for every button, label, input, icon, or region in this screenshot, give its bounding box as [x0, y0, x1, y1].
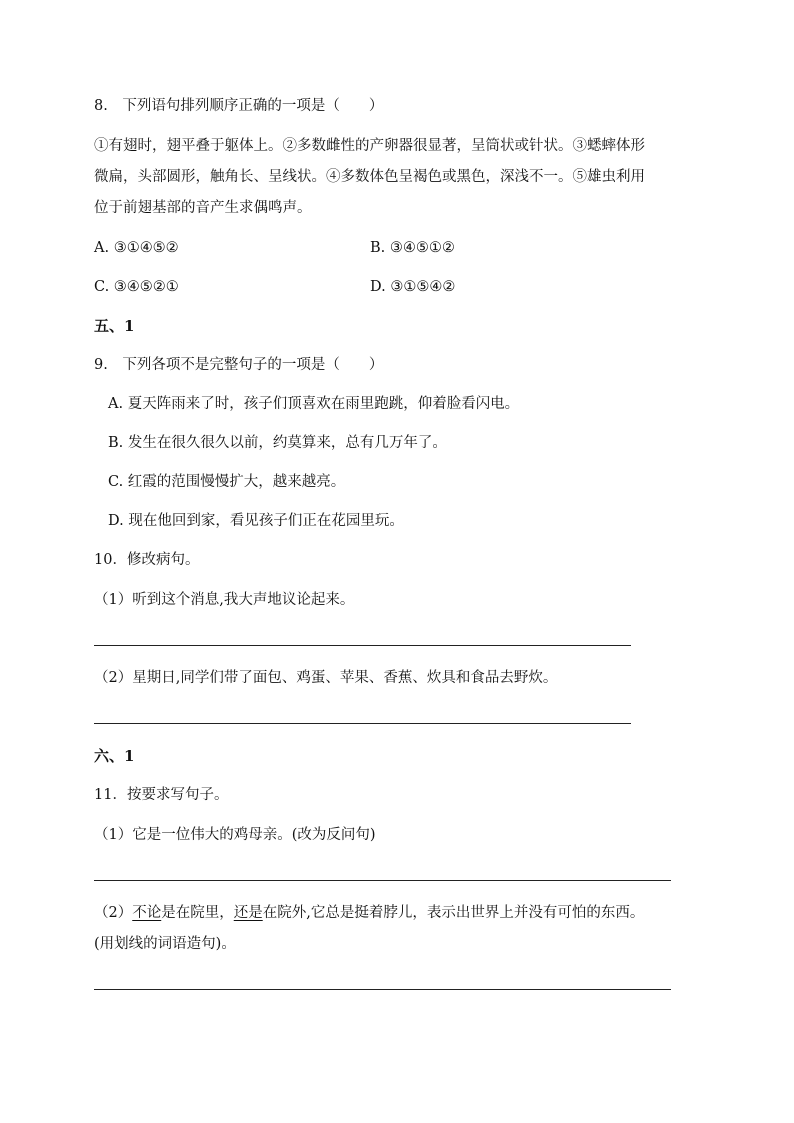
q11-sub-2-mid-2: 在院外,它总是挺着脖儿，表示出世界上并没有可怕的东西。 [262, 905, 645, 921]
q11-sub-2-line-2: (用划线的词语造句)。 [94, 936, 236, 952]
q11-answer-line-2[interactable] [94, 989, 671, 990]
q10-answer-line-2[interactable] [94, 723, 631, 724]
section-6-title: 六、1 [94, 747, 135, 765]
q9-option-d: D. 现在他回到家，看见孩子们正在花园里玩。 [108, 513, 404, 529]
q8-stem: 8. 下列语句排列顺序正确的一项是（ ） [94, 98, 384, 114]
q9-option-a: A. 夏天阵雨来了时，孩子们顶喜欢在雨里跑跳，仰着脸看闪电。 [108, 396, 520, 412]
q11-sub-2-mid-1: 是在院里， [161, 905, 234, 921]
q11-answer-line-1[interactable] [94, 880, 671, 881]
q8-passage-line-1: ①有翅时，翅平叠于躯体上。②多数雌性的产卵器很显著，呈筒状或针状。③蟋蟀体形 [94, 138, 645, 154]
q9-stem: 9. 下列各项不是完整句子的一项是（ ） [94, 357, 384, 373]
q8-passage-line-3: 位于前翅基部的音产生求偶鸣声。 [94, 200, 312, 216]
q8-option-b: B. ③④⑤①② [370, 240, 455, 256]
q10-sub-1: （1）听到这个消息,我大声地议论起来。 [94, 592, 355, 608]
q8-passage-line-2: 微扁，头部圆形，触角长、呈线状。④多数体色呈褐色或黑色，深浅不一。⑤雄虫利用 [94, 169, 645, 185]
q11-stem: 11．按要求写句子。 [94, 787, 229, 803]
q10-stem: 10．修改病句。 [94, 552, 200, 568]
q8-option-d: D. ③①⑤④② [370, 279, 456, 295]
q8-option-a: A. ③①④⑤② [94, 240, 179, 256]
underlined-word-haishi: 还是 [233, 905, 263, 921]
q10-sub-2: （2）星期日,同学们带了面包、鸡蛋、苹果、香蕉、炊具和食品去野炊。 [94, 670, 558, 686]
q11-sub-2 [94, 903, 644, 923]
q9-option-b: B. 发生在很久很久以前，约莫算来，总有几万年了。 [108, 435, 447, 451]
q11-sub-1: （1）它是一位伟大的鸡母亲。(改为反问句) [94, 827, 376, 843]
q11-sub-2-prefix: （2） [94, 905, 133, 921]
q10-answer-line-1[interactable] [94, 645, 631, 646]
q9-option-c: C. 红霞的范围慢慢扩大，越来越亮。 [108, 474, 346, 490]
underlined-word-buluan: 不论 [132, 905, 162, 921]
q8-option-c: C. ③④⑤②① [94, 279, 179, 295]
section-5-title: 五、1 [94, 317, 135, 335]
